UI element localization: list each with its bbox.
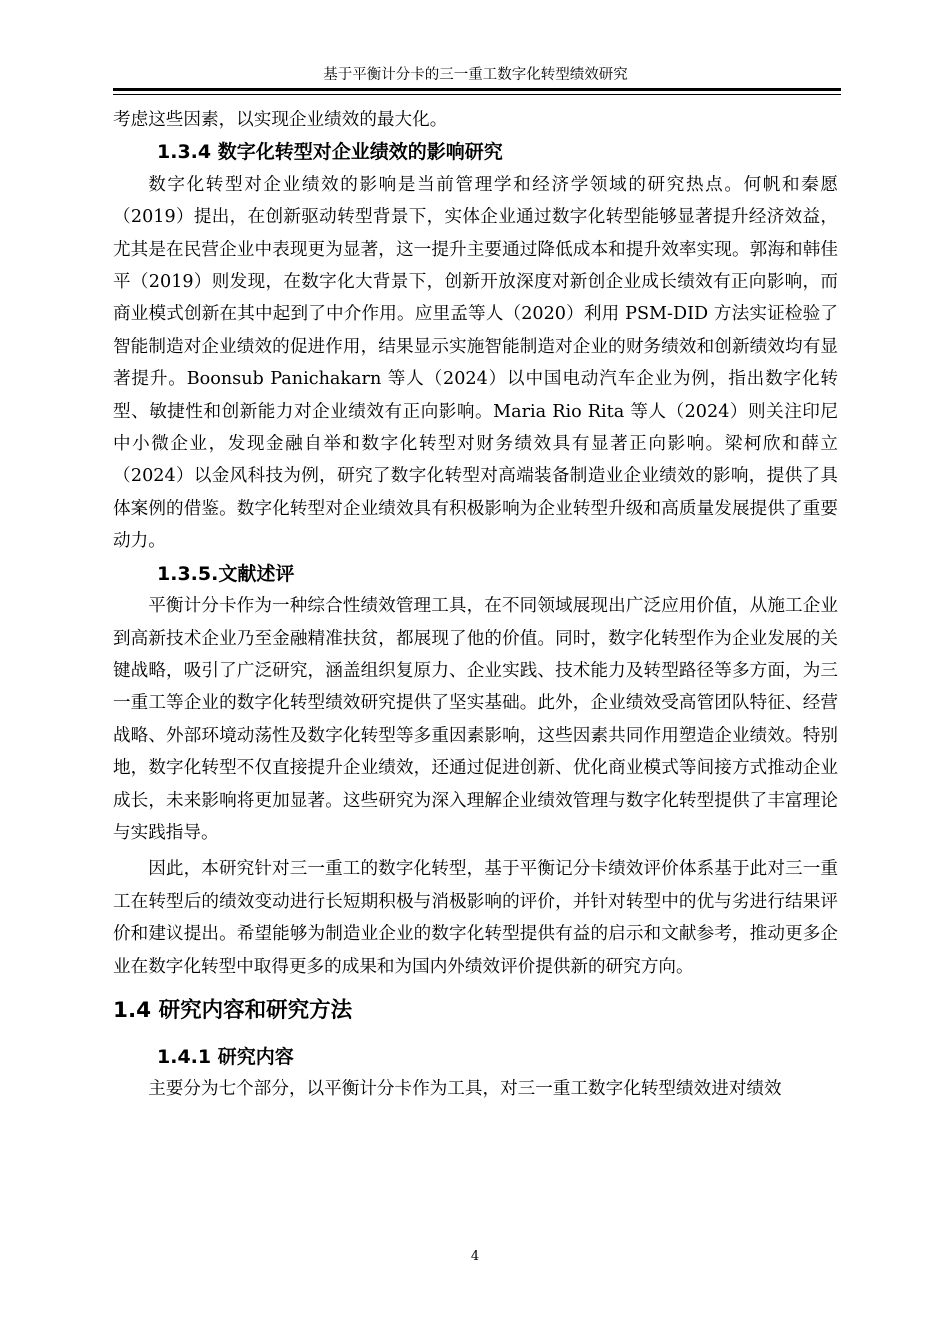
- continuation-paragraph: 考虑这些因素，以实现企业绩效的最大化。: [113, 110, 448, 130]
- section-heading-1-3-5: 1.3.5.文献述评: [157, 562, 295, 585]
- section-heading-1-4: 1.4 研究内容和研究方法: [113, 997, 353, 1023]
- paragraph: 因此，本研究针对三一重工的数字化转型，基于平衡记分卡绩效评价体系基于此对三一重工在转型后的绩效变动进行长短期积极与消极影响的评价，并针对转型中的优与劣进行结果评价和建议提出。希望能够为制造业企业的数字化转型提供有益的启示和文献参考，推动更多企业在数字化转型中取得更多的成果和为国内外绩效评价提供新的研究方向。: [113, 859, 838, 977]
- paragraph: 主要分为七个部分，以平衡计分卡作为工具，对三一重工数字化转型绩效进对绩效: [148, 1079, 782, 1100]
- header-rule-thin: [113, 94, 841, 95]
- page-number: 4: [470, 1249, 480, 1264]
- running-header: 基于平衡计分卡的三一重工数字化转型绩效研究: [323, 67, 628, 83]
- paragraph: 平衡计分卡作为一种综合性绩效管理工具，在不同领域展现出广泛应用价值，从施工企业到高新技术企业乃至金融精准扶贫，都展现了他的价值。同时，数字化转型作为企业发展的关键战略，吸引了广泛研究，涵盖组织复原力、企业实践、技术能力及转型路径等多方面，为三一重工等企业的数字化转型绩效研究提供了坚实基础。此外，企业绩效受高管团队特征、经营战略、外部环境动荡性及数字化转型等多重因素影响，这些因素共同作用塑造企业绩效。特别地，数字化转型不仅直接提升企业绩效，还通过促进创新、优化商业模式等间接方式推动企业成长，未来影响将更加显著。这些研究为深入理解企业绩效管理与数字化转型提供了丰富理论与实践指导。: [113, 596, 838, 843]
- paragraph: 数字化转型对企业绩效的影响是当前管理学和经济学领域的研究热点。何帆和秦愿（2019）提出，在创新驱动转型背景下，实体企业通过数字化转型能够显著提升经济效益，尤其是在民营企业中表现更为显著，这一提升主要通过降低成本和提升效率实现。郭海和韩佳平（2019）则发现，在数字化大背景下，创新开放深度对新创企业成长绩效有正向影响，而商业模式创新在其中起到了中介作用。应里孟等人（2020）利用 PSM-DID 方法实证检验了智能制造对企业绩效的促进作用，结果显示实施智能制造对企业的财务绩效和创新绩效均有显著提升。Boonsub Panichakarn 等人（2024）以中国电动汽车企业为例，指出数字化转型、敏捷性和创新能力对企业绩效有正向影响。Maria Rio Rita 等人（2024）则关注印尼中小微企业，发现金融自举和数字化转型对财务绩效具有显著正向影响。梁柯欣和薛立（2024）以金风科技为例，研究了数字化转型对高端装备制造业企业绩效的影响，提供了具体案例的借鉴。数字化转型对企业绩效具有积极影响为企业转型升级和高质量发展提供了重要动力。: [113, 174, 838, 552]
- header-rule-thick: [113, 88, 841, 91]
- section-heading-1-3-4: 1.3.4 数字化转型对企业绩效的影响研究: [157, 141, 503, 164]
- section-heading-1-4-1: 1.4.1 研究内容: [157, 1045, 294, 1068]
- page-body: [113, 104, 838, 1106]
